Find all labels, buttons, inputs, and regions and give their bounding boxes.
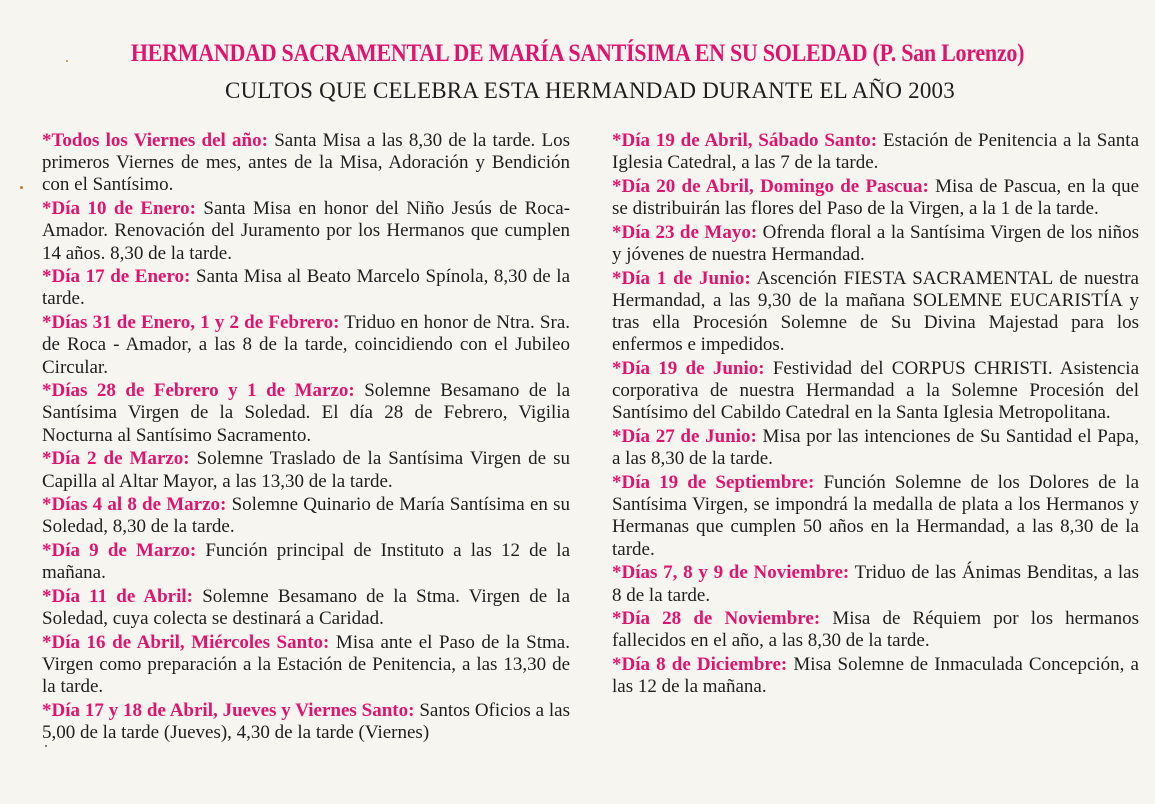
schedule-entry [42, 586, 570, 630]
entry-heading: *Días 7, 8 y 9 de Noviembre: [612, 562, 850, 584]
entry-text: Santos Oficios a las 5,00 de la tarde (Jueves), 4,30 de la tarde (Viernes) [42, 700, 571, 744]
entry-heading: *Día 27 de Junio: [612, 426, 757, 448]
left-column [42, 130, 570, 746]
schedule-entry [612, 358, 1139, 425]
entry-text: Misa de Réquiem por los hermanos fallecidos en el año, a las 8,30 de la tarde. [612, 608, 1139, 652]
schedule-entry [42, 380, 570, 447]
page-subtitle: CULTOS QUE CELEBRA ESTA HERMANDAD DURANTE EL AÑO 2003 [225, 78, 955, 103]
right-column [612, 130, 1139, 700]
entry-heading: *Día 19 de Junio: [612, 358, 765, 380]
schedule-entry [612, 176, 1139, 220]
schedule-entry [42, 312, 570, 379]
entry-heading: *Día 28 de Noviembre: [612, 608, 821, 630]
entry-text: Triduo en honor de Ntra. Sra. de Roca - Amador, a las 8 de la tarde, coincidiendo con el Jubileo Circular. [42, 312, 570, 378]
entry-heading: *Día 19 de Septiembre: [612, 472, 815, 494]
entry-heading: *Día 11 de Abril: [42, 586, 194, 608]
entry-text: Función principal de Instituto a las 12 de la mañana. [42, 540, 571, 584]
entry-heading: *Día 16 de Abril, Miércoles Santo: [42, 631, 330, 653]
entry-text: Solemne Besamano de la Stma. Virgen de la Soledad, cuya colecta se destinará a Caridad. [42, 586, 571, 630]
entry-text: Solemne Besamano de la Santísima Virgen de la Soledad. El día 28 de Febrero, Vigilia Nocturna al Santísimo Sacramento. [42, 380, 571, 446]
schedule-entry [612, 654, 1139, 698]
entry-text: Festividad del CORPUS CHRISTI. Asistencia corporativa de nuestra Hermandad a la Solemne Procesión del Santísimo del Cabildo Catedral en la Santa Iglesia Metropolitana. [612, 358, 1139, 424]
entry-text: Ofrenda floral a la Santísima Virgen de los niños y jóvenes de nuestra Hermandad. [612, 221, 1140, 266]
entry-heading: *Día 2 de Marzo: [42, 448, 190, 470]
entry-heading: *Día 9 de Marzo: [42, 540, 197, 562]
entry-text: Ascención FIESTA SACRAMENTAL de nuestra Hermandad, a las 9,30 de la mañana SOLEMNE EUCARISTÍA y tras ella Procesión Solemne de Su Divina Majestad para los enfermos e impedidos. [612, 267, 1139, 356]
entry-text: Santa Misa a las 8,30 de la tarde. Los primeros Viernes de mes, antes de la Misa, Adoración y Bendición con el Santísimo. [42, 130, 571, 196]
entry-heading: *Todos los Viernes del año: [42, 130, 268, 151]
entry-text: Estación de Penitencia a la Santa Iglesia Catedral, a las 7 de la tarde. [612, 130, 1139, 174]
entry-heading: *Día 17 y 18 de Abril, Jueves y Viernes Santo: [42, 700, 415, 722]
entry-heading: *Día 17 de Enero: [42, 266, 191, 288]
entry-text: Santa Misa al Beato Marcelo Spínola, 8,30 de la tarde. [42, 266, 571, 310]
entry-heading: *Día 20 de Abril, Domingo de Pascua: [612, 175, 929, 197]
entry-heading: *Días 4 al 8 de Marzo: [42, 494, 227, 516]
schedule-entry [612, 472, 1139, 561]
schedule-entry [612, 130, 1139, 174]
entry-text: Misa Solemne de Inmaculada Concepción, a las 12 de la mañana. [612, 654, 1139, 698]
entry-text: Solemne Quinario de María Santísima en su Soledad, 8,30 de la tarde. [42, 494, 570, 538]
entry-text: Solemne Traslado de la Santísima Virgen de su Capilla al Altar Mayor, a las 13,30 de la tarde. [42, 448, 570, 492]
entry-text: Triduo de las Ánimas Benditas, a las 8 de la tarde. [612, 562, 1139, 606]
entry-heading: *Día 23 de Mayo: [612, 221, 758, 243]
paper-speck [45, 745, 47, 747]
entry-heading: *Días 31 de Enero, 1 y 2 de Febrero: [42, 312, 340, 334]
entry-text: Santa Misa en honor del Niño Jesús de Roca-Amador. Renovación del Juramento por los Hermanos que cumplen 14 años. 8,30 de la tarde. [42, 198, 571, 264]
entry-text: Misa ante el Paso de la Stma. Virgen como preparación a la Estación de Penitencia, a las 13,30 de la tarde. [42, 631, 570, 698]
paper-speck [66, 60, 68, 62]
entry-heading: *Día 1 de Junio: [612, 267, 751, 289]
schedule-entry [612, 268, 1139, 357]
entry-heading: *Día 8 de Diciembre: [612, 654, 788, 676]
entry-heading: *Días 28 de Febrero y 1 de Marzo: [42, 380, 355, 402]
entry-text: Misa por las intenciones de Su Santidad el Papa, a las 8,30 de la tarde. [612, 426, 1139, 470]
schedule-entry [42, 448, 570, 492]
schedule-entry [42, 700, 570, 744]
schedule-entry [612, 562, 1139, 606]
schedule-entry [42, 540, 570, 584]
schedule-entry [42, 198, 570, 265]
schedule-entry [42, 266, 570, 310]
entry-heading: *Día 19 de Abril, Sábado Santo: [612, 130, 878, 151]
page-title: HERMANDAD SACRAMENTAL DE MARÍA SANTÍSIMA EN SU SOLEDAD (P. San Lorenzo) [130, 40, 1025, 67]
schedule-entry [612, 222, 1139, 266]
entry-text: Función Solemne de los Dolores de la Santísima Virgen, se impondrá la medalla de plata a los Hermanos y Hermanas que cumplen 50 años en la Hermandad, a las 8,30 de la tarde. [612, 472, 1139, 560]
schedule-entry [612, 426, 1139, 470]
paper-speck [20, 186, 23, 189]
schedule-entry [42, 632, 570, 699]
entry-text: Misa de Pascua, en la que se distribuirán las flores del Paso de la Virgen, a la 1 de la tarde. [612, 175, 1140, 220]
schedule-entry [42, 130, 570, 197]
schedule-entry [612, 608, 1139, 652]
schedule-entry [42, 494, 570, 538]
entry-heading: *Día 10 de Enero: [42, 198, 196, 220]
